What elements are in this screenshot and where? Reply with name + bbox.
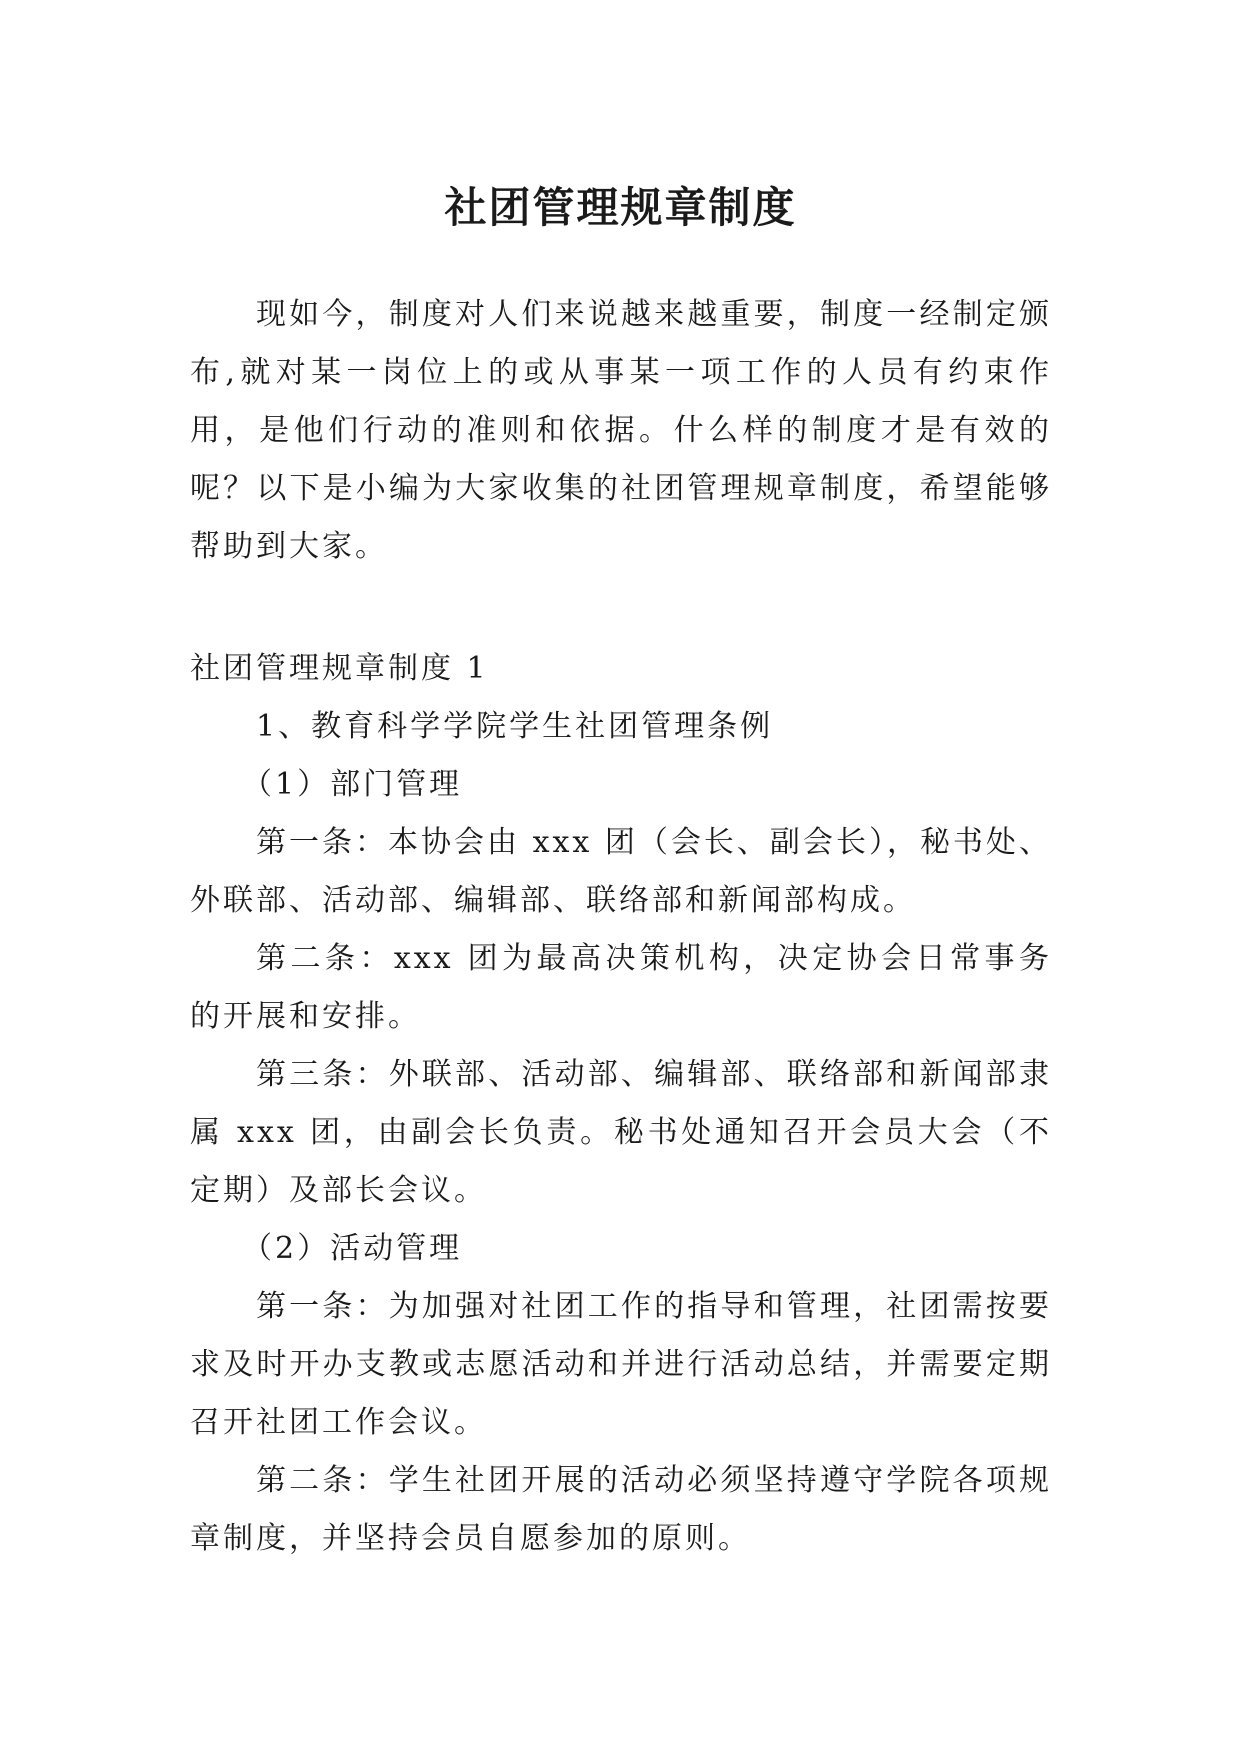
article-paragraph: 第二条：xxx 团为最高决策机构，决定协会日常事务的开展和安排。 <box>190 941 1052 1034</box>
article-paragraph: 第一条：为加强对社团工作的指导和管理，社团需按要求及时开办支教或志愿活动和并进行活动总结，并需要定期召开社团工作会议。 <box>190 1289 1052 1440</box>
article-paragraph: 第一条：本协会由 xxx 团（会长、副会长），秘书处、外联部、活动部、编辑部、联络部和新闻部构成。 <box>190 825 1052 918</box>
item-heading: 1、教育科学学院学生社团管理条例 <box>256 709 774 744</box>
intro-paragraph: 现如今，制度对人们来说越来越重要，制度一经制定颁布,就对某一岗位上的或从事某一项工作的人员有约束作用，是他们行动的准则和依据。什么样的制度才是有效的呢？以下是小编为大家收集的社团管理规章制度，希望能够帮助到大家。 <box>190 297 1052 564</box>
subsection-heading-activity: （2）活动管理 <box>242 1231 463 1266</box>
article-paragraph: 第三条：外联部、活动部、编辑部、联络部和新闻部隶属 xxx 团，由副会长负责。秘书处通知召开会员大会（不定期）及部长会议。 <box>190 1057 1052 1208</box>
page-title: 社团管理规章制度 <box>444 183 797 233</box>
subsection-heading-department: （1）部门管理 <box>242 767 463 802</box>
section-heading: 社团管理规章制度 1 <box>190 651 489 686</box>
article-paragraph: 第二条：学生社团开展的活动必须坚持遵守学院各项规章制度，并坚持会员自愿参加的原则。 <box>190 1463 1052 1556</box>
